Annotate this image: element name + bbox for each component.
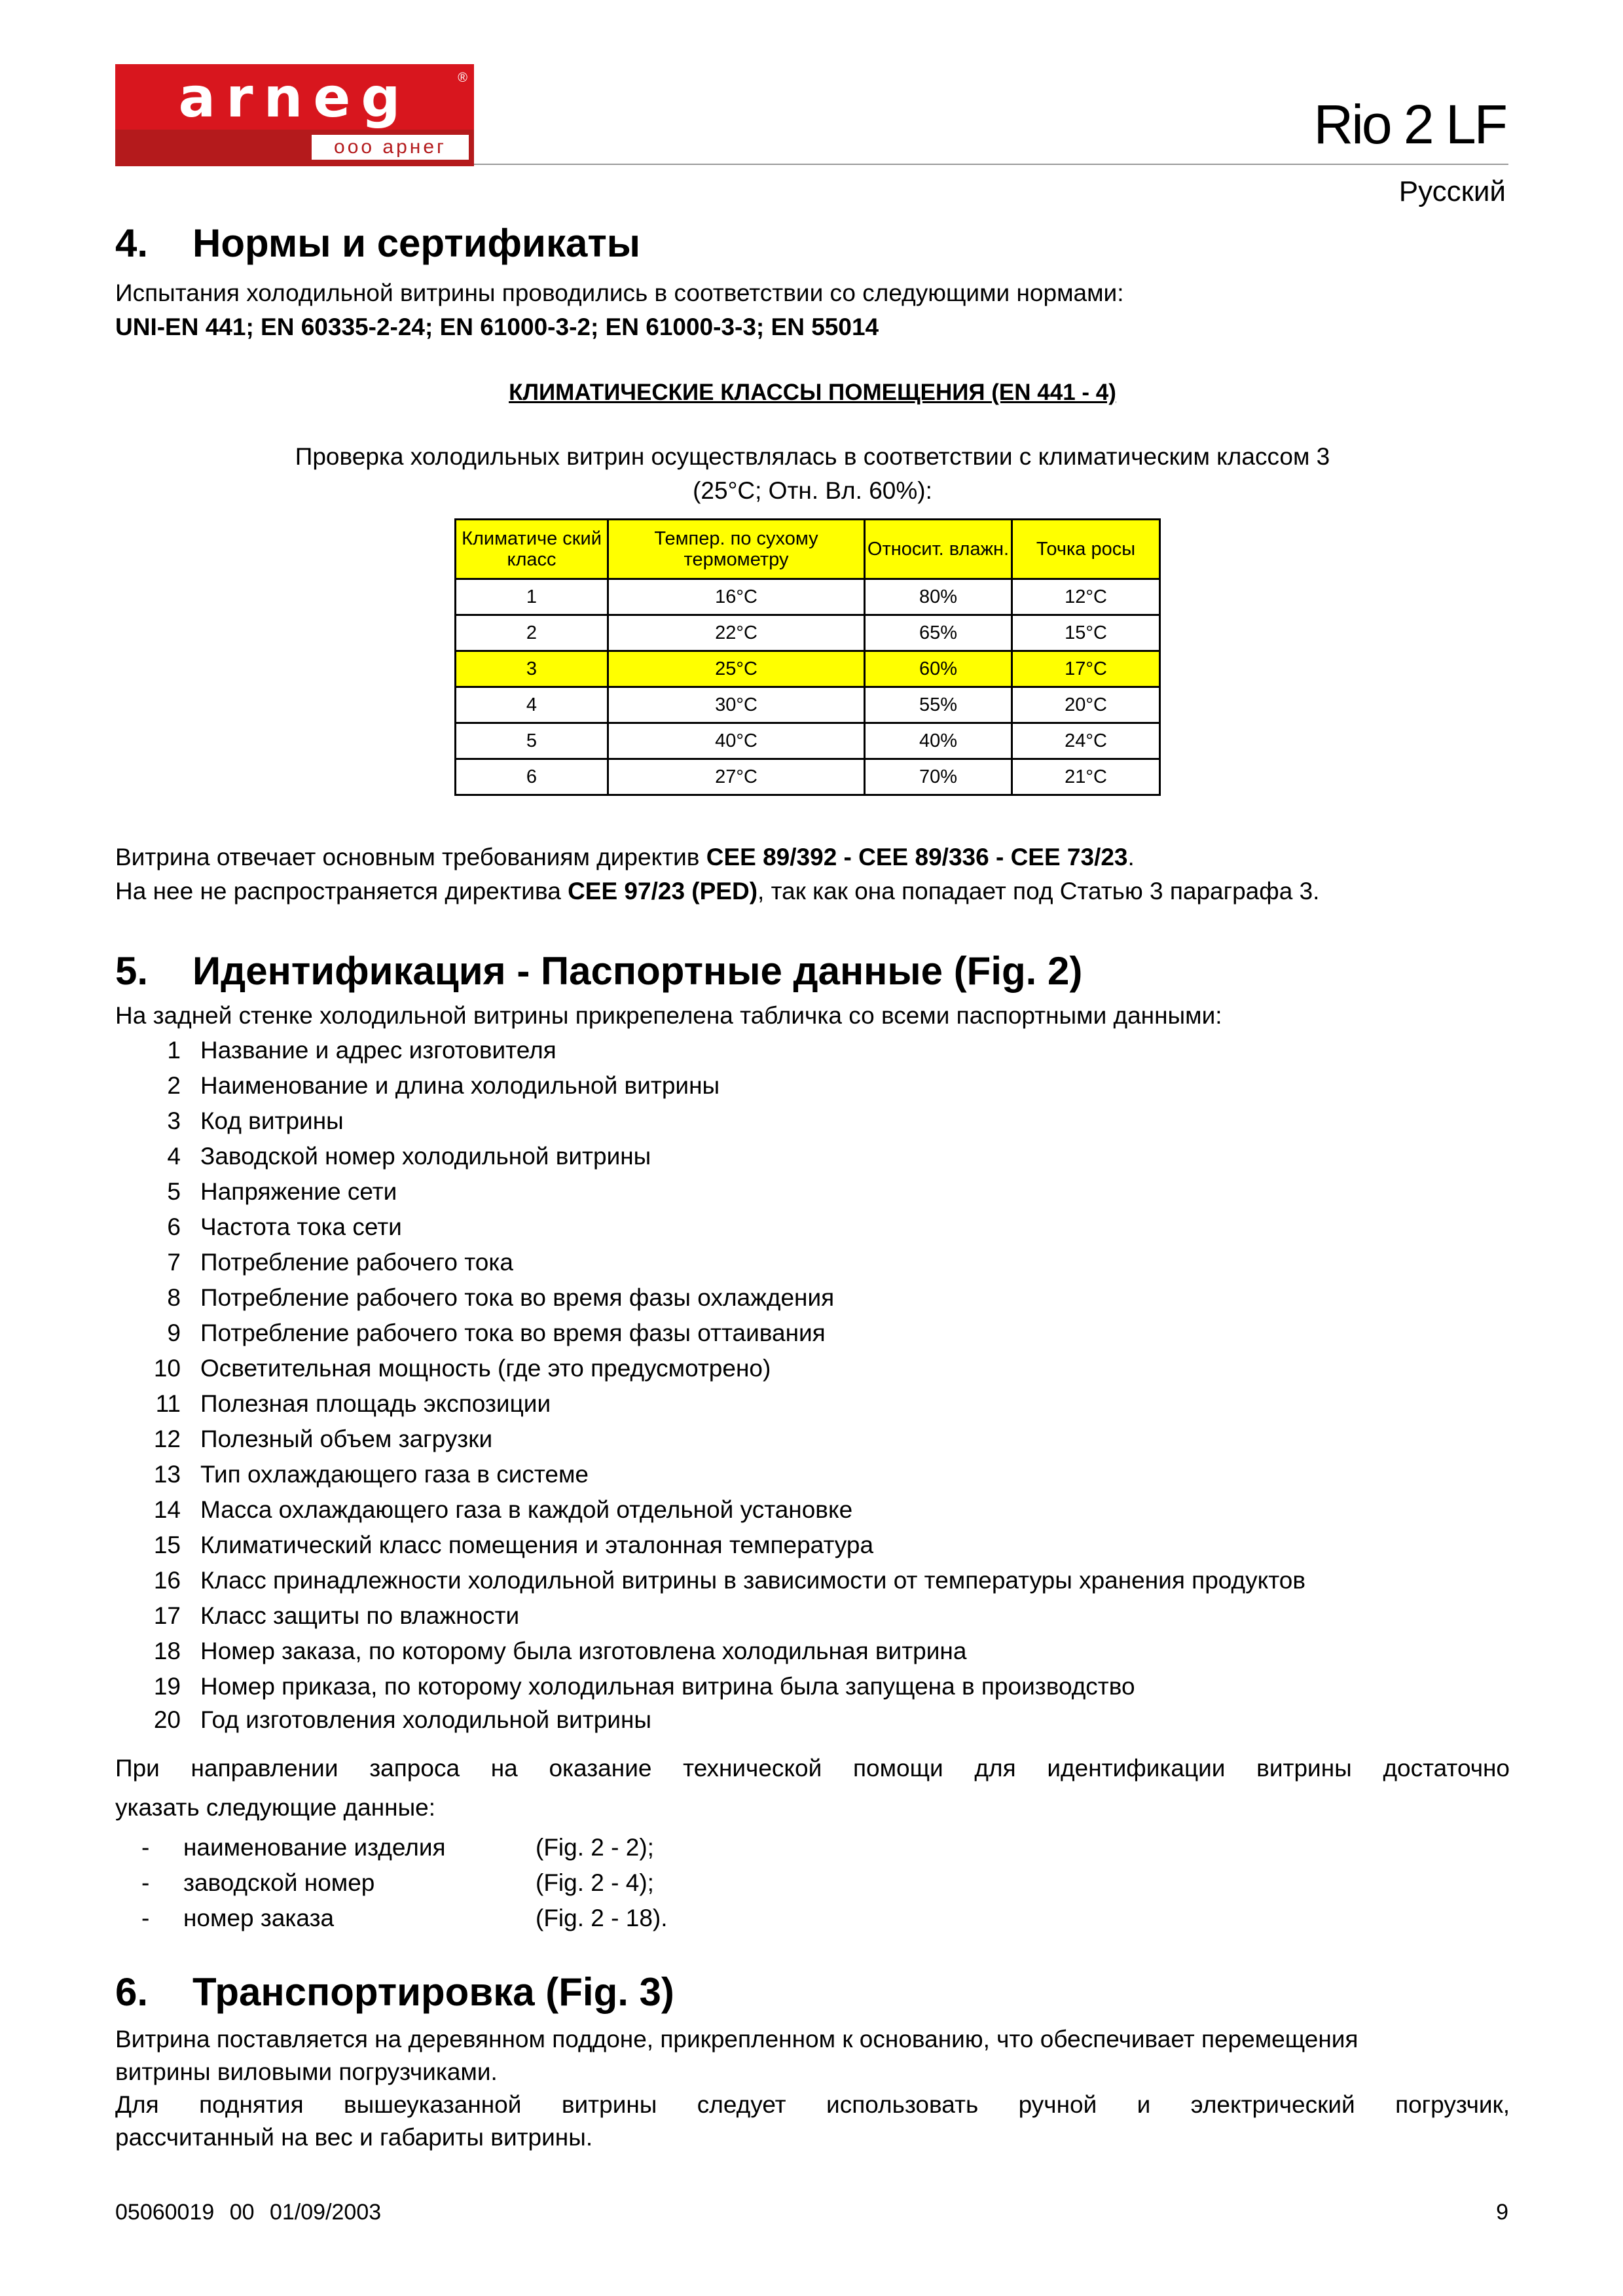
table-cell: 17°C: [1012, 651, 1160, 687]
table-cell: 60%: [865, 651, 1012, 687]
list-item: [115, 1174, 1510, 1210]
item-text: Номер приказа, по которому холодильная витрина была запущена в производство: [200, 1673, 1135, 1700]
item-text: Частота тока сети: [200, 1213, 402, 1240]
table-cell: 65%: [865, 615, 1012, 651]
language-label: Русский: [1398, 175, 1506, 207]
request-item: [115, 1901, 901, 1936]
table-row: [456, 759, 1160, 795]
climate-heading-text: КЛИМАТИЧЕСКИЕ КЛАССЫ ПОМЕЩЕНИЯ (EN 441 - 4): [509, 380, 1116, 405]
check-line-2: (25°C; Отн. Вл. 60%):: [693, 477, 932, 504]
section-5-intro: На задней стенке холодильной витрины прикрепелена табличка со всеми паспортными данными:: [115, 1002, 1222, 1029]
list-item: [115, 1704, 1510, 1736]
document-code: 05060019 00 01/09/2003: [115, 2200, 382, 2225]
list-item: [115, 1563, 1510, 1598]
request-line-2: указать следующие данные:: [115, 1794, 436, 1821]
request-item-ref: (Fig. 2 - 2);: [536, 1834, 654, 1861]
item-number: 10: [153, 1355, 181, 1382]
item-text: Наименование и длина холодильной витрины: [200, 1072, 720, 1099]
directive-codes: CEE 97/23 (PED): [568, 878, 758, 905]
table-cell: 27°C: [608, 759, 865, 795]
climate-class-table: [454, 518, 1161, 796]
section-4-heading: [115, 219, 640, 268]
logo-wordmark: arneg: [178, 65, 411, 130]
list-item: [115, 1634, 1510, 1669]
item-text: Год изготовления холодильной витрины: [200, 1706, 652, 1733]
table-cell: 30°C: [608, 687, 865, 723]
item-number: 20: [153, 1706, 181, 1733]
item-number: 16: [153, 1567, 181, 1594]
item-number: 8: [167, 1284, 181, 1311]
table-row: [456, 723, 1160, 759]
item-text: Масса охлаждающего газа в каждой отдельной установке: [200, 1496, 853, 1523]
table-cell: 25°C: [608, 651, 865, 687]
section-title: Нормы и сертификаты: [192, 221, 640, 265]
directive-text: Витрина отвечает основным требованиям директив: [115, 844, 706, 870]
item-number: 11: [155, 1390, 181, 1417]
item-number: 12: [153, 1426, 181, 1452]
header-divider: [474, 164, 1508, 165]
header-climate-class: Климатиче ский класс: [456, 520, 608, 579]
item-text: Потребление рабочего тока во время фазы оттаивания: [200, 1319, 826, 1346]
arneg-logo: [115, 64, 474, 166]
item-number: 18: [153, 1638, 181, 1664]
table-cell: 22°C: [608, 615, 865, 651]
list-item: [115, 1245, 1510, 1280]
item-number: 19: [153, 1673, 181, 1700]
item-text: Заводской номер холодильной витрины: [200, 1143, 651, 1170]
item-number: 14: [153, 1496, 181, 1523]
section-title: Идентификация - Паспортные данные (Fig. 2): [192, 949, 1083, 993]
section-number: 6.: [115, 1970, 149, 2014]
request-item-ref: (Fig. 2 - 4);: [536, 1869, 654, 1896]
directive-codes: CEE 89/392 - CEE 89/336 - CEE 73/23: [706, 844, 1128, 870]
item-text: Климатический класс помещения и эталонная температура: [200, 1532, 874, 1558]
header-dry-bulb-temp: Темпер. по сухому термометру: [608, 520, 865, 579]
list-item: [115, 1386, 1510, 1422]
table-cell: 55%: [865, 687, 1012, 723]
item-text: Класс защиты по влажности: [200, 1602, 520, 1629]
section-5-heading: [115, 946, 1082, 996]
item-text: Тип охлаждающего газа в системе: [200, 1461, 589, 1488]
list-item: [115, 1210, 1510, 1245]
item-number: 4: [167, 1143, 181, 1170]
item-text: Код витрины: [200, 1107, 344, 1134]
item-text: Полезная площадь экспозиции: [200, 1390, 551, 1417]
table-cell: 2: [456, 615, 608, 651]
request-item-label: наименование изделия: [183, 1834, 446, 1861]
table-row: [456, 579, 1160, 615]
item-number: 15: [153, 1532, 181, 1558]
list-item: [115, 1528, 1510, 1563]
list-item: [115, 1669, 1510, 1704]
table-cell: 70%: [865, 759, 1012, 795]
standards-list: UNI-EN 441; EN 60335-2-24; EN 61000-3-2; EN 61000-3-3; EN 55014: [115, 314, 879, 340]
request-item: [115, 1830, 901, 1865]
table-cell: 20°C: [1012, 687, 1160, 723]
table-cell: 40%: [865, 723, 1012, 759]
item-text: Полезный объем загрузки: [200, 1426, 493, 1452]
section-4-intro: Испытания холодильной витрины проводились в соответствии со следующими нормами:: [115, 279, 1124, 306]
table-cell: 21°C: [1012, 759, 1160, 795]
item-text: Потребление рабочего тока: [200, 1249, 513, 1276]
header-relative-humidity: Относит. влажн.: [865, 520, 1012, 579]
dash-marker: -: [141, 1869, 150, 1896]
check-line-1: Проверка холодильных витрин осуществлялась в соответствии с климатическим классом 3: [295, 443, 1330, 470]
table-cell: 15°C: [1012, 615, 1160, 651]
list-item: [115, 1033, 1510, 1068]
section-6-heading: [115, 1967, 674, 2017]
item-number: 13: [153, 1461, 181, 1488]
list-item: [115, 1492, 1510, 1528]
table-cell: 80%: [865, 579, 1012, 615]
item-number: 3: [167, 1107, 181, 1134]
directive-line-2: [115, 874, 1510, 908]
logo-subtitle: ооо арнег: [312, 135, 469, 160]
request-item-ref: (Fig. 2 - 18).: [536, 1905, 668, 1931]
item-number: 6: [167, 1213, 181, 1240]
dash-marker: -: [141, 1834, 150, 1861]
item-text: Номер заказа, по которому была изготовлена холодильная витрина: [200, 1638, 967, 1664]
request-item: [115, 1865, 901, 1901]
list-item: [115, 1422, 1510, 1457]
item-number: 2: [167, 1072, 181, 1099]
request-line-1: При направлении запроса на оказание технической помощи для идентификации витрины достаточно: [115, 1755, 1510, 1782]
section-number: 4.: [115, 221, 149, 265]
transport-para-1-line-1: Витрина поставляется на деревянном поддоне, прикрепленном к основанию, что обеспечивает перемещения: [115, 2026, 1359, 2053]
item-text: Класс принадлежности холодильной витрины в зависимости от температуры хранения продуктов: [200, 1567, 1305, 1594]
table-cell: 3: [456, 651, 608, 687]
table-row: [456, 687, 1160, 723]
list-item: [115, 1068, 1510, 1103]
item-text: Потребление рабочего тока во время фазы охлаждения: [200, 1284, 835, 1311]
item-text: Название и адрес изготовителя: [200, 1037, 556, 1064]
table-header-row: [456, 520, 1160, 579]
request-item-label: номер заказа: [183, 1905, 335, 1931]
list-item: [115, 1103, 1510, 1139]
item-number: 1: [167, 1037, 181, 1064]
transport-para-2-line-1: Для поднятия вышеуказанной витрины следует использовать ручной и электрический погрузчик,: [115, 2091, 1510, 2118]
table-cell: 6: [456, 759, 608, 795]
item-number: 9: [167, 1319, 181, 1346]
directive-text: .: [1127, 844, 1135, 870]
table-cell: 24°C: [1012, 723, 1160, 759]
transport-para-1-line-2: витрины виловыми погрузчиками.: [115, 2058, 498, 2085]
transport-para-2-line-2: рассчитанный на вес и габариты витрины.: [115, 2124, 593, 2151]
table-cell: 1: [456, 579, 608, 615]
list-item: [115, 1316, 1510, 1351]
item-number: 7: [167, 1249, 181, 1276]
climate-classes-heading: [115, 376, 1510, 410]
table-cell: 12°C: [1012, 579, 1160, 615]
list-item: [115, 1351, 1510, 1386]
item-number: 5: [167, 1178, 181, 1205]
table-cell: 40°C: [608, 723, 865, 759]
list-item: [115, 1598, 1510, 1634]
list-item: [115, 1280, 1510, 1316]
request-item-label: заводской номер: [183, 1869, 375, 1896]
item-text: Осветительная мощность (где это предусмотрено): [200, 1355, 771, 1382]
item-number: 17: [153, 1602, 181, 1629]
table-row-highlighted: [456, 651, 1160, 687]
list-item: [115, 1139, 1510, 1174]
item-text: Напряжение сети: [200, 1178, 397, 1205]
list-item: [115, 1457, 1510, 1492]
section-title: Транспортировка (Fig. 3): [192, 1970, 674, 2014]
table-cell: 5: [456, 723, 608, 759]
table-cell: 4: [456, 687, 608, 723]
section-number: 5.: [115, 949, 149, 993]
model-title: Rio 2 LF: [1313, 94, 1506, 155]
page-number: 9: [1496, 2200, 1508, 2225]
table-cell: 16°C: [608, 579, 865, 615]
directive-text: На нее не распространяется директива: [115, 878, 568, 905]
table-row: [456, 615, 1160, 651]
nameplate-items-list: [115, 1033, 1510, 1736]
dash-marker: -: [141, 1905, 150, 1931]
directive-text: , так как она попадает под Статью 3 параграфа 3.: [757, 878, 1320, 905]
header-dew-point: Точка росы: [1012, 520, 1160, 579]
logo-registered-mark: ®: [458, 71, 467, 85]
directive-line-1: [115, 840, 1510, 874]
